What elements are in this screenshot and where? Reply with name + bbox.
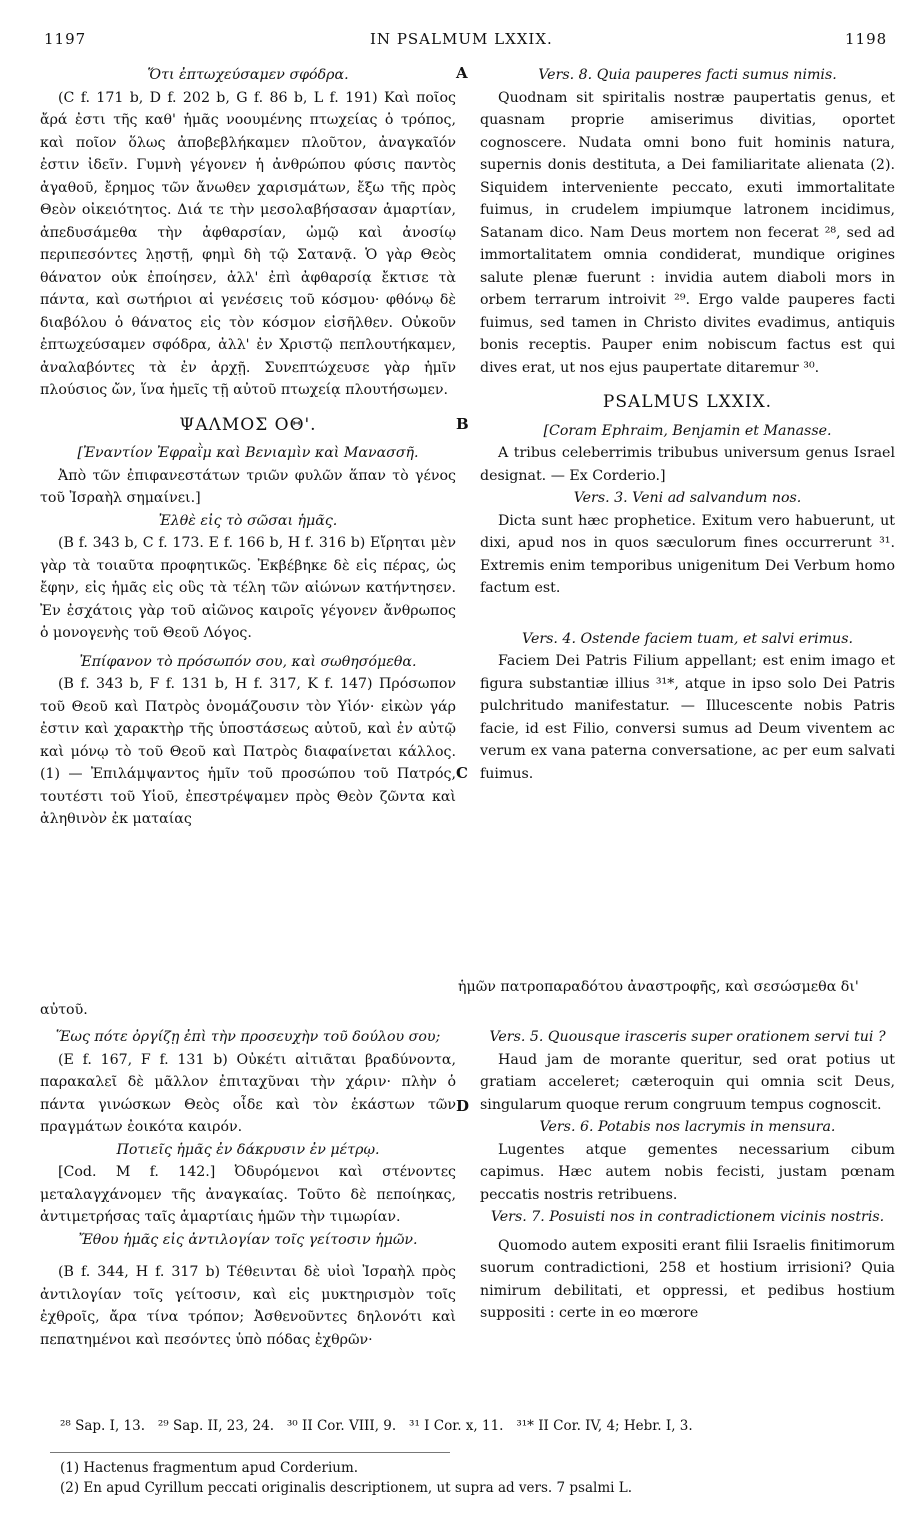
greek-heading: [Ἐναντίον Ἐφραῒμ καὶ Βενιαμὶν καὶ Μανασσῆ. xyxy=(77,445,419,461)
greek-heading: Ἕως πότε ὀργίζῃ ἐπὶ τὴν προσευχὴν τοῦ δούλου σου; xyxy=(55,1029,441,1045)
latin-column-top xyxy=(480,64,895,785)
latin-heading: Vers. 8. Quia pauperes facti sumus nimis. xyxy=(538,67,837,83)
page-number-left: 1197 xyxy=(44,30,87,48)
latin-heading: Vers. 6. Potabis nos lacrymis in mensura. xyxy=(539,1119,836,1135)
footnote: (1) Hactenus fragmentum apud Corderium. xyxy=(60,1460,359,1476)
footnote: (2) En apud Cyrillum peccati originalis descriptionem, ut supra ad vers. 7 psalmi L. xyxy=(60,1480,632,1496)
latin-heading: Vers. 3. Veni ad salvandum nos. xyxy=(573,490,802,506)
running-title: IN PSALMUM LXXIX. xyxy=(370,30,553,48)
scripture-references: ²⁸ Sap. I, 13. ²⁹ Sap. II, 23, 24. ³⁰ II Cor. VIII, 9. ³¹ I Cor. x, 11. ³¹* II Cor. IV, 4; Hebr. I, 3. xyxy=(60,1418,693,1434)
margin-letter-c: C xyxy=(456,764,468,782)
latin-paragraph: Haud jam de morante queritur, sed orat potius ut gratiam acceleret; cæteroquin qui omnia scit Deus, singularum quoque rerum congruum tempus cognoscit. xyxy=(480,1051,895,1113)
latin-column-bottom xyxy=(480,1026,895,1325)
greek-heading: Ἐπίφανον τὸ πρόσωπόν σου, καὶ σωθησόμεθα. xyxy=(79,653,417,670)
latin-paragraph: Quomodo autem expositi erant filii Israelis finitimorum suorum contradictioni, 258 et hostium irrisioni? Quia nimirum debilitati, et oppressi, et pedibus hostium suppositi : certe in eo mœrore xyxy=(480,1237,895,1321)
latin-paragraph: Dicta sunt hæc prophetice. Exitum vero habuerunt, ut dixi, apud nos in quos sæculorum fines occurrerunt ³¹. Extremis enim temporibus unigenitum Dei Verbum homo factum est. xyxy=(480,512,895,596)
latin-psalm-title: PSALMUS LXXIX. xyxy=(602,392,773,412)
page-number-right: 1198 xyxy=(845,30,888,48)
latin-paragraph: Lugentes atque gementes necessarium cibum capimus. Hæc autem nobis fecisti, justam pœnam peccatis nostris retribuens. xyxy=(480,1141,895,1203)
greek-paragraph: (B f. 343 b, C f. 173. E f. 166 b, H f. 316 b) Εἴρηται μὲν γὰρ τὰ τοιαῦτα προφητικῶς. Ἐκβέβηκε δὲ εἰς πέρας, ὡς ἔφην, εἰς ἡμᾶς εἰς οὓς τὰ τέλη τῶν αἰώνων κατήντησεν. Ἐν ἐσχάτοις γὰρ τοῦ αἰῶνος καιροῖς γέγονεν ἄνθρωπος ὁ μονογενὴς τοῦ Θεοῦ Λόγος. xyxy=(40,535,456,641)
latin-heading: Vers. 5. Quousque irasceris super orationem servi tui ? xyxy=(489,1029,886,1045)
greek-heading: Ὅτι ἐπτωχεύσαμεν σφόδρα. xyxy=(147,67,349,83)
greek-paragraph: (B f. 343 b, F f. 131 b, H f. 317, K f. 147) Πρόσωπον τοῦ Θεοῦ καὶ Πατρὸς ὀνομάζουσιν τὸν Υἱόν· εἰκὼν γάρ ἐστιν καὶ χαρακτὴρ τῆς ὑποστάσεως αὐτοῦ, καὶ ἐν αὐτῷ καὶ μόνῳ τὸ τοῦ Θεοῦ καὶ Πατρὸς διαφαίνεται κάλλος. (1) — Ἐπιλάμψαντος ἡμῖν τοῦ προσώπου τοῦ Πατρός, τουτέστι τοῦ Υἱοῦ, ἐπεστρέψαμεν πρὸς Θεὸν ζῶντα καὶ ἀληθινὸν ἐκ ματαίας xyxy=(40,676,456,827)
greek-heading: Ἔθου ἡμᾶς εἰς ἀντιλογίαν τοῖς γείτοσιν ἡμῶν. xyxy=(78,1231,418,1248)
greek-full-width-line: ἡμῶν πατροπαραδότου ἀναστροφῆς, καὶ σεσώσμεθα δι' αὐτοῦ. xyxy=(40,979,859,1018)
margin-letter-b: B xyxy=(456,415,469,433)
latin-heading: Vers. 4. Ostende faciem tuam, et salvi erimus. xyxy=(522,630,853,647)
greek-column-bottom xyxy=(40,1026,456,1351)
greek-paragraph: (C f. 171 b, D f. 202 b, G f. 86 b, L f. 191) Καὶ ποῖος ἄρά ἐστι τῆς καθ' ἡμᾶς νοουμένης πτωχείας ὁ τρόπος, καὶ ποῖον ὅλως ἀποβεβλήκαμεν πλοῦτον, ἀναγκαῖόν ἐστιν ἰδεῖν. Γυμνὴ γέγονεν ἡ ἀνθρώπου φύσις παντὸς ἀγαθοῦ, ἔρημος τῶν ἄνωθεν χαρισμάτων, ἔξω τῆς πρὸς Θεὸν οἰκειότητος. Διά τε τὴν μεσολαβήσασαν ἁμαρτίαν, ἀπεδυσάμεθα τὴν ἀφθαρσίαν, ὠμῷ καὶ ἀνοσίῳ περιπεσόντες λῃστῇ, φημὶ δὴ τῷ Σατανᾷ. Ὁ γὰρ Θεὸς θάνατον οὐκ ἐποίησεν, ἀλλ' ἐπὶ ἀφθαρσίᾳ ἔκτισε τὰ πάντα, καὶ σωτήριοι αἱ γενέσεις τοῦ κόσμου· φθόνῳ δὲ διαβόλου ὁ θάνατος εἰς τὸν κόσμον εἰσῆλθεν. Οὐκοῦν ἐπτωχεύσαμεν σφόδρα, ἀλλ' ἐν Χριστῷ πεπλουτήκαμεν, ἀναλαβόντες τὰ ἐν ἀρχῇ. Συνεπτώχευσε γὰρ ἡμῖν πλούσιος ὤν, ἵνα ἡμεῖς τῇ αὐτοῦ πτωχείᾳ πλουτήσωμεν. xyxy=(40,89,456,398)
latin-paragraph: Quodnam sit spiritalis nostræ paupertatis genus, et quasnam proprie amiserimus divitias, oportet cognoscere. Nudata omni bono fuit hominis natura, supernis donis destituta, a Dei familiaritate alienata (2). Siquidem interveniente peccato, exuti immortalitate fuimus, in crudelem impiumque latronem incidimus, Satanam dico. Nam Deus mortem non fecerat ²⁸, sed ad immortalitatem omnia condiderat, mundique origines salute plenæ fuerunt : invidia autem diaboli mors in orbem terrarum introivit ²⁹. Ergo valde pauperes facti fuimus, sed tamen in Christo divites evadimus, antiquis bonis receptis. Pauper enim nobiscum factus est qui dives erat, ut nos ejus paupertate ditaremur ³⁰. xyxy=(480,89,895,376)
latin-paragraph: Faciem Dei Patris Filium appellant; est enim imago et figura substantiæ illius ³¹*, atque in ipso solo Dei Patris pulchritudo manifestatur. — Illucescente nobis Patris facie, id est Filio, conversi sumus ad Deum viventem ac verum ex vana paterna conversatione, ac per eum salvati fuimus. xyxy=(480,653,895,782)
margin-letter-a: A xyxy=(456,64,468,82)
greek-column-top xyxy=(40,64,456,831)
greek-paragraph: Ἀπὸ τῶν ἐπιφανεστάτων τριῶν φυλῶν ἅπαν τὸ γένος τοῦ Ἰσραὴλ σημαίνει.] xyxy=(40,467,456,506)
footnote-rule xyxy=(50,1452,450,1453)
greek-psalm-title: ΨΑΛΜΟΣ ΟΘ'. xyxy=(179,414,317,435)
greek-heading: Ποτιεῖς ἡμᾶς ἐν δάκρυσιν ἐν μέτρῳ. xyxy=(116,1141,380,1158)
latin-heading: [Coram Ephraim, Benjamin et Manasse. xyxy=(543,422,832,439)
greek-paragraph: (E f. 167, F f. 131 b) Οὐκέτι αἰτιᾶται βραδύνοντα, παρακαλεῖ δὲ μᾶλλον ἐπιταχῦναι τὴν χάριν· πλὴν ὁ πάντα γινώσκων Θεὸς οἶδε καὶ τὸν ἑκάστων τῶν πραγμάτων ἐοικότα καιρόν. xyxy=(40,1051,456,1135)
latin-heading: Vers. 7. Posuisti nos in contradictionem vicinis nostris. xyxy=(490,1209,885,1225)
greek-paragraph: [Cod. M f. 142.] Ὀδυρόμενοι καὶ στένοντες μεταλαγχάνομεν τῆς ἀναγκαίας. Τοῦτο δὲ πεποίηκας, ἀντιμετρήσας ταῖς ἁμαρτίαις ἡμῶν τὴν τιμωρίαν. xyxy=(40,1164,456,1225)
margin-letter-d: D xyxy=(456,1097,470,1115)
latin-paragraph: A tribus celeberrimis tribubus universum genus Israel designat. — Ex Corderio.] xyxy=(480,445,895,484)
greek-paragraph: (B f. 344, H f. 317 b) Τέθεινται δὲ υἱοὶ Ἰσραὴλ πρὸς ἀντιλογίαν τοῖς γείτοσιν, καὶ εἰς μυκτηρισμὸν τοῖς ἐχθροῖς, ἄρα τίνα τρόπον; Ἀσθενοῦντες δηλονότι καὶ πεπατημένοι καὶ πεσόντες ὑπὸ πόδας ἐχθρῶν· xyxy=(40,1264,456,1348)
greek-heading: Ἐλθὲ εἰς τὸ σῶσαι ἡμᾶς. xyxy=(158,512,338,529)
